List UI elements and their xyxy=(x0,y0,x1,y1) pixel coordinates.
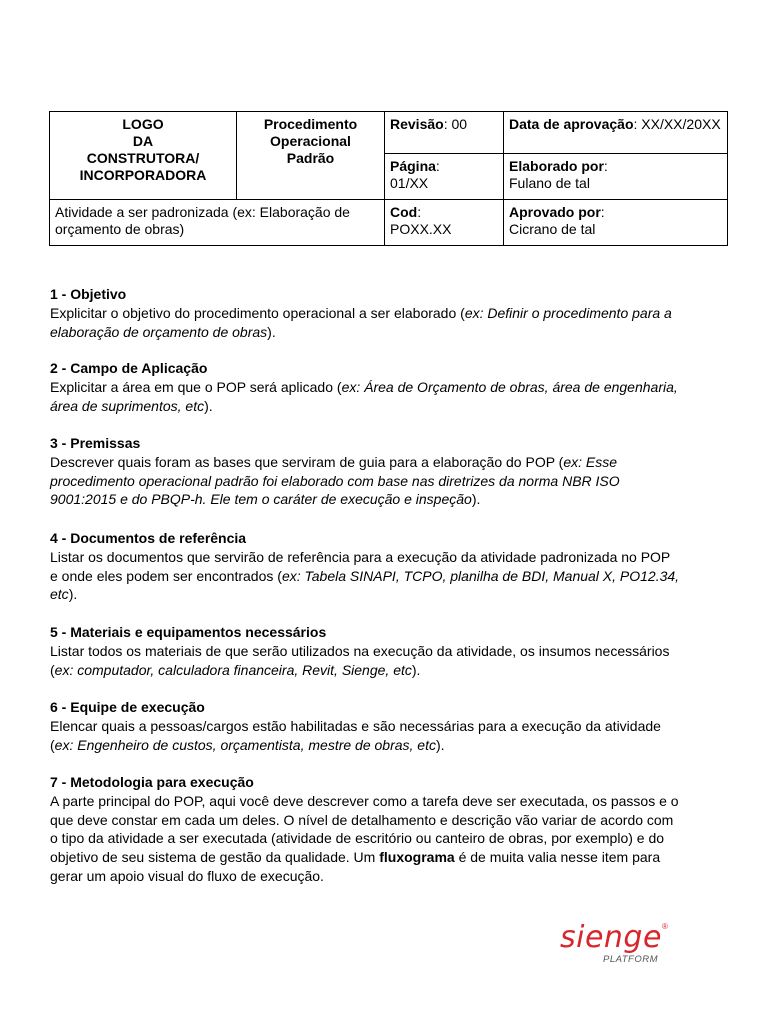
body-text: ). xyxy=(471,491,481,508)
body-text: Explicitar o objetivo do procedimento operacional a ser elaborado ( xyxy=(50,304,465,321)
title-line: Procedimento xyxy=(263,116,358,132)
cod-colon: : xyxy=(417,204,422,220)
cod-cell xyxy=(385,200,504,246)
section-documentos-referencia xyxy=(50,529,680,604)
elaborado-cell xyxy=(504,154,728,200)
section-body xyxy=(50,378,680,416)
section-body xyxy=(50,453,680,509)
section-body xyxy=(50,717,680,755)
example-text: ex: Tabela SINAPI, TCPO, planilha de BDI, Manual X, PO12.34, etc xyxy=(50,567,680,603)
example-text: ex: Definir o procedimento para a elaboração de orçamento de obras xyxy=(50,304,672,340)
body-text: Listar os documentos que servirão de referência para a execução da atividade padronizada no POP e onde eles podem ser encontrados ( xyxy=(50,548,671,584)
elaborado-value: Fulano de tal xyxy=(509,175,590,191)
data-aprovacao-cell xyxy=(504,112,728,154)
body-text: A parte principal do POP, aqui você deve descrever como a tarefa deve ser executada, os passos e o que deve constar em cada um deles. O nível de detalhamento e descrição vão variar de acordo com o tipo da atividade a ser executada (atividade de escritório ou canteiro de obras, por exemplo) e do objetivo de seu sistema de gestão da qualidade. Um xyxy=(50,792,679,866)
section-campo-aplicacao xyxy=(50,359,680,415)
cod-label: Cod xyxy=(390,204,418,220)
header-table xyxy=(49,111,728,246)
data-aprovacao-label: Data de aprovação xyxy=(509,116,634,132)
example-text: ex: Engenheiro de custos, orçamentista, mestre de obras, etc xyxy=(54,736,436,753)
section-metodologia xyxy=(50,773,680,886)
section-title: 6 - Equipe de execução xyxy=(50,699,205,715)
example-text: ex: Esse procedimento operacional padrão foi elaborado com base nas diretrizes da norma NBR ISO 9001:2015 e do PBQP-h. Ele tem o caráter de execução e inspeção xyxy=(50,453,620,508)
company-logo-placeholder xyxy=(50,112,237,200)
aprovado-label: Aprovado por xyxy=(509,204,601,220)
sienge-logo xyxy=(560,922,680,972)
section-body xyxy=(50,792,680,886)
atividade-cell xyxy=(50,200,385,246)
cod-value: POXX.XX xyxy=(390,221,452,237)
section-objetivo xyxy=(50,285,680,341)
registered-mark: ® xyxy=(661,922,668,931)
aprovado-colon: : xyxy=(600,204,605,220)
logo-line: LOGO xyxy=(122,116,164,132)
section-title: 2 - Campo de Aplicação xyxy=(50,360,208,376)
body-text: ). xyxy=(267,323,276,340)
revisao-cell xyxy=(385,112,504,154)
revisao-value: : 00 xyxy=(443,116,468,132)
example-text: ex: Área de Orçamento de obras, área de engenharia, área de suprimentos, etc xyxy=(50,378,678,414)
section-premissas xyxy=(50,434,680,509)
elaborado-label: Elaborado por xyxy=(509,158,604,174)
body-text: ). xyxy=(204,397,213,414)
section-equipe xyxy=(50,698,680,754)
aprovado-value: Cicrano de tal xyxy=(509,221,596,237)
section-body xyxy=(50,548,680,604)
elaborado-colon: : xyxy=(603,158,608,174)
section-title: 4 - Documentos de referência xyxy=(50,530,247,546)
section-body xyxy=(50,304,680,342)
body-text: ). xyxy=(411,661,421,678)
section-title: 3 - Premissas xyxy=(50,435,141,451)
body-text: ). xyxy=(68,586,78,603)
pagina-label: Página xyxy=(390,158,436,174)
section-body xyxy=(50,642,680,680)
data-aprovacao-value: : XX/XX/20XX xyxy=(633,116,721,132)
revisao-label: Revisão xyxy=(390,116,444,132)
body-text: Elencar quais a pessoas/cargos estão habilitadas e são necessárias para a execução da atividade ( xyxy=(50,717,661,753)
body-text: Listar todos os materiais de que serão utilizados na execução da atividade, os insumos necessários ( xyxy=(50,642,670,678)
body-text: Explicitar a área em que o POP será aplicado ( xyxy=(50,378,342,395)
logo-wordmark: sienge xyxy=(560,920,662,955)
logo-line: DA xyxy=(132,133,154,149)
section-title: 5 - Materiais e equipamentos necessários xyxy=(50,624,327,640)
pagina-value: 01/XX xyxy=(390,175,429,191)
section-title: 1 - Objetivo xyxy=(50,286,127,302)
title-line: Padrão xyxy=(286,150,335,166)
body-text: ). xyxy=(435,736,445,753)
title-line: Operacional xyxy=(270,133,351,149)
pagina-cell xyxy=(385,154,504,200)
logo-subtitle: PLATFORM xyxy=(603,954,659,965)
atividade-text: Atividade a ser padronizada (ex: Elaboração de orçamento de obras) xyxy=(55,204,350,237)
body-text: Descrever quais foram as bases que serviram de guia para a elaboração do POP ( xyxy=(50,453,564,470)
body-text: é de muita valia nesse item para gerar um apoio visual do fluxo de execução. xyxy=(50,849,661,884)
section-materiais xyxy=(50,623,680,679)
bold-text: fluxograma xyxy=(379,849,455,866)
document-title xyxy=(237,112,385,200)
example-text: ex: computador, calculadora financeira, Revit, Sienge, etc xyxy=(54,661,412,678)
section-title: 7 - Metodologia para execução xyxy=(50,774,254,790)
logo-line: CONSTRUTORA/ xyxy=(86,150,200,166)
logo-line: INCORPORADORA xyxy=(79,167,207,183)
pagina-colon: : xyxy=(435,158,440,174)
aprovado-cell xyxy=(504,200,728,246)
